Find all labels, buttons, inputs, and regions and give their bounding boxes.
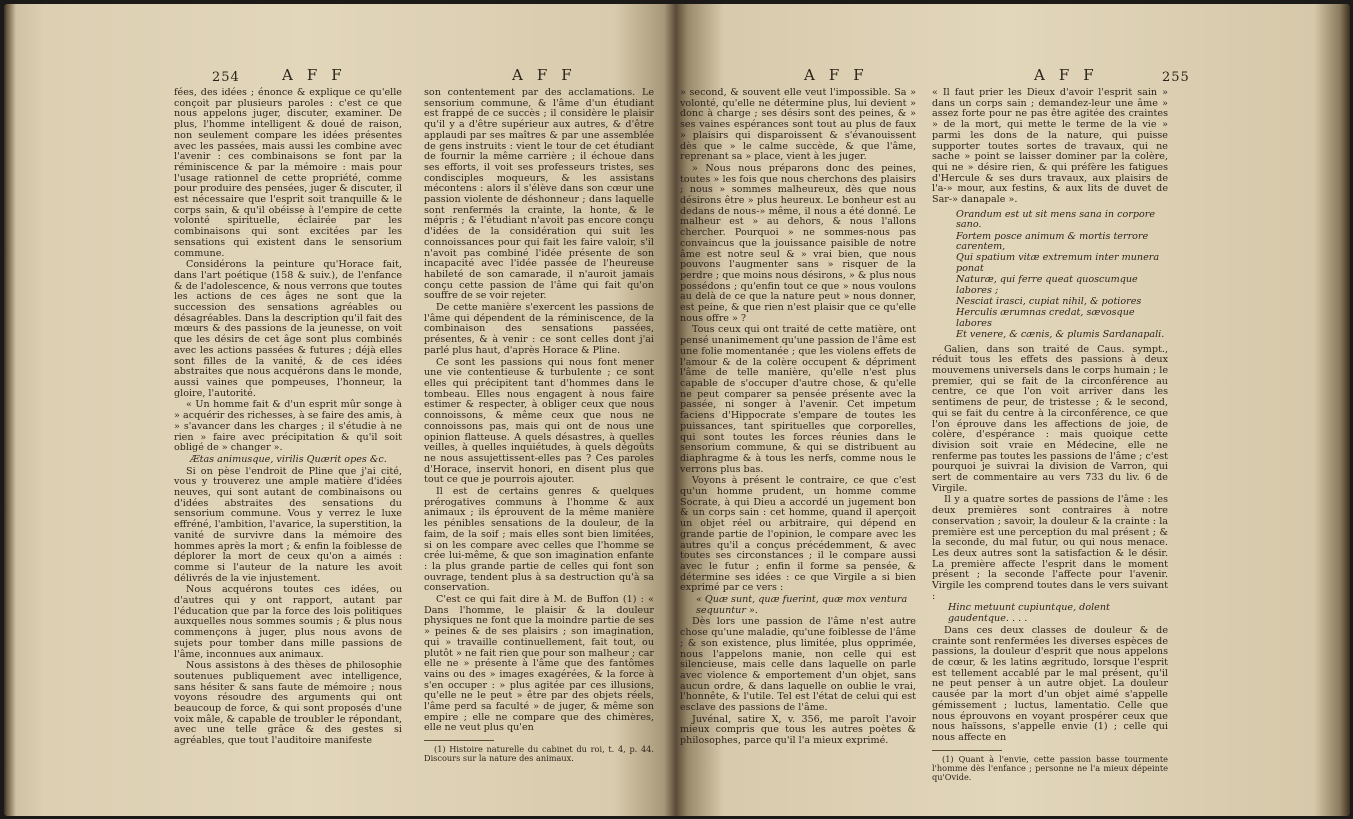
paragraph: Nous assistons à des thèses de philosophie soutenues publiquement avec intelligence, sans hésiter & sans faute de mémoire ; nous voyons résoudre des arguments qui ont beaucoup de force, & qui sont proposés d'une voix mâle, & capable de troubler le répondant, avec une telle grâce & des gestes si agréables, que tout l'auditoire manifeste [174,660,402,747]
page-number-left: 254 [212,70,240,85]
left-column-1 [174,88,402,748]
paragraph: Il y a quatre sortes de passions de l'âme : les deux premières sont contraires à notre conservation ; savoir, la douleur & la crainte : la première est une perception du mal présent ; & la seconde, du mal futur, ou qui nous menace. Les deux autres sont la satisfaction & le désir. La première affecte l'esprit dans le moment présent ; la seconde l'affecte pour l'avenir. Virgile les comprend toutes dans le vers suivant : [932,494,1168,602]
verse-line: Nesciat irasci, cupiat nihil, & potiores [956,295,1142,307]
paragraph: Ce sont les passions qui nous font mener une vie contentieuse & turbulente ; ce sont elles qui précipitent tant d'hommes dans le tombeau. Elles nous engagent à nous faire estimer & respecter, à obliger ceux que nous connoissons, & même ceux que nous ne connoissons pas, mais qui ont de nous une opinion flatteuse. A quels désastres, à quelles veilles, à quelles inquiétudes, à quels dégoûts ne nous assujettissent-elles pas ? Ces paroles d'Horace, inservit honori, en disent plus que tout ce que je pourrois ajouter. [424,356,654,486]
paragraph: Nous acquérons toutes ces idées, ou d'autres qui y ont rapport, autant par l'éducation que par la force des lois politiques auxquelles nous sommes soumis ; & plus nous commençons à juger, plus nous avons de sujets pour tomber dans mille passions de l'âme, inconnues aux animaux. [174,584,402,660]
running-head-right-2: AFF [1034,66,1108,84]
paragraph: Dans ces deux classes de douleur & de crainte sont renfermées les diverses espèces de passions, la douleur d'esprit que nous appelons de cœur, & les latins ægritudo, lorsque l'esprit est tellement accablé par le mal présent, qu'il ne peut penser à un autre objet. La douleur causée par la mort d'un objet aimé s'appelle gémissement ; luctus, lamentatio. Celle que nous éprouvons en voyant prospérer ceux que nous haïssons, s'appelle envie (1) ; celle qui nous affecte en [932,624,1168,743]
footnote-rule [424,740,494,741]
paragraph: Galien, dans son traité de Caus. sympt., réduit tous les effets des passions à deux mouvemens universels dans le corps humain ; le premier, qui se fait de la circonférence au centre, ce que l'on voit arriver dans les sentimens de peur, de tristesse ; & le second, qui se fait du centre à la circonférence, ce que l'on éprouve dans les affections de joie, de colère, d'espérance : mais quoique cette division soit vraie en Médecine, elle ne renferme pas toutes les passions de l'âme ; c'est pourquoi je suivrai la division de Varron, qui sert de commentaire au vers 733 du liv. 6 de Virgile. [932,343,1168,494]
running-head-left-2: AFF [512,66,586,84]
running-head-left: AFF [282,66,356,84]
open-book [4,4,1350,816]
verse-line: Et venere, & cænis, & plumis Sardanapali. [956,329,1165,341]
verse-line: Orandum est ut sit mens sana in corpore sano. [956,208,1156,231]
left-column-2 [424,88,654,765]
paragraph: fées, des idées ; énonce & explique ce qu'elle conçoit par plusieurs paroles : c'est ce que nous appelons juger, discuter, examiner. De plus, l'homme intelligent & doué de raison, non seulement compare les idées présentes avec les passées, mais aussi les combine avec l'avenir : ces combinaisons se font par la réminiscence & par la mémoire : mais pour l'usage rationnel de cette propriété, comme pour produire des pensées, juger & discuter, il est nécessaire que l'esprit soit tranquille & le corps sain, & qu'il obéisse à l'empire de cette volonté spirituelle, éclairée par les combinaisons qui sont excitées par les sensations qui existent dans le sensorium commune. [174,87,402,259]
footnote: (1) Quant à l'envie, cette passion basse tourmente l'homme dès l'enfance ; personne ne l'a mieux dépeinte qu'Ovide. [932,753,1168,783]
quotation: » second, & souvent elle veut l'impossible. Sa » volonté, qu'elle ne détermine plus, lui devient » donc à charge ; ses désirs sont des peines, & » ses vaines espérances sont tout au plus de faux » plaisirs qui disparoissent & s'évanouissent dès que » le calme succède, & que l'âme, reprenant sa » place, vient à les juger. [680,87,916,163]
paragraph: son contentement par des acclamations. Le sensorium commune, & l'âme d'un étudiant est frappé de ce succès ; il considère le plaisir qu'il y a d'être supérieur aux autres, & d'être applaudi par ses maîtres & par une assemblée de gens instruits : vient le tour de cet étudiant de fournir la même carrière ; il échoue dans ses efforts, il voit ses professeurs tristes, ses condisciples moqueurs, & les assistans mécontens : alors il s'élève dans son cœur une passion violente de déshonneur ; dans laquelle sont renfermés la crainte, la honte, & le mépris ; & l'étudiant n'avoit pas encore conçu d'idées de la considération qui suit les connoissances pour qui fait les faire valoir, s'il n'avoit pas combiné l'idée présente de son incapacité avec l'idée passée de l'heureuse habileté de son camarade, il n'auroit jamais conçu cette passion de l'âme qui fait qu'on souffre de se voir rejeter. [424,87,654,302]
footnote: (1) Histoire naturelle du cabinet du roi, t. 4, p. 44. Discours sur la nature des animaux. [424,744,654,764]
paragraph: Dès lors une passion de l'âme n'est autre chose qu'une maladie, qu'une foiblesse de l'âme ; & son existence, plus limitée, plus opprimée, nous l'appelons manie, non celle qui est silencieuse, mais celle dans laquelle on parle avec violence & emportement d'un objet, sans aucun ordre, & dans laquelle on oublie le vrai, l'honnête, & l'utile. Tel est l'état de celui qui est esclave des passions de l'âme. [680,616,916,714]
paragraph: Voyons à présent le contraire, ce que c'est qu'un homme prudent, un homme comme Socrate, à qui Dieu a accordé un jugement bon & un corps sain : cet homme, quand il aperçoit un objet réel ou arbitraire, qui dépend en grande partie de l'opinion, le compare avec les autres qu'il a conçus précédemment, & avec toutes ses circonstances ; il le compare aussi avec le futur ; enfin il forme sa pensée, & détermine ses idées : ce que Virgile a si bien exprimé par ce vers : [680,475,916,594]
latin-citation: « Quæ sunt, quæ fuerint, quæ mox ventura sequuntur ». [696,594,908,616]
paragraph: C'est ce qui fait dire à M. de Buffon (1) : « Dans l'homme, le plaisir & la douleur physiques ne font que la moindre partie de ses » peines & de ses plaisirs ; son imagination, qui » travaille continuellement, fait tout, ou plutôt » ne fait rien que pour son malheur ; car elle ne » présente à l'âme que des fantômes vains ou des » images exagérées, & la force à s'en occuper : » plus agitée par ces illusions, qu'elle ne le peut » être par des objets réels, l'âme perd sa faculté » de juger, & même son empire ; elle ne compare que des chimères, elle ne veut plus qu'en [424,594,654,734]
paragraph: Considérons la peinture qu'Horace fait, dans l'art poétique (158 & suiv.), de l'enfance & de l'adolescence, & nous verrons que toutes les actions de ces âges ne sont que la succession des sensations agréables ou désagréables. Dans la description qu'il fait des mœurs & des passions de la jeunesse, on voit que les désirs de cet âge sont plus combinés avec les actions passées & futures ; déjà elles sont filles de la vanité, & de ces idées abstraites que nous acquérons dans le monde, aussi vaines que pompeuses, l'honneur, la gloire, l'autorité. [174,259,402,399]
verse-line: Qui spatium vitæ extremum inter munera ponat [956,252,1160,274]
quotation: » Nous nous préparons donc des peines, toutes » les fois que nous cherchons des plaisirs ; nous » sommes malheureux, dès que nous désirons être » plus heureux. Le bonheur est au dedans de nous-» même, il nous a été donné. Le malheur est » au dehors, & nous l'allons chercher. Pourquoi » ne sommes-nous pas convaincus que la jouissance paisible de notre âme est notre seul & » vrai bien, que nous pouvons l'augmenter sans » risquer de la perdre ; que moins nous désirons, » & plus nous possédons ; qu'enfin tout ce que » nous voulons au delà de ce que la nature peut » nous donner, est peine, & que rien n'est plaisir que ce qu'elle nous offre » ? [680,162,916,324]
right-column-1 [680,88,916,748]
quotation: « Il faut prier les Dieux d'avoir l'esprit sain » dans un corps sain ; demandez-leur une âme » assez forte pour ne pas être agitée des craintes » de la mort, qui mette le terme de la vie » parmi les dons de la nature, qui puisse supporter toutes sortes de travaux, qui ne sache » point se laisser dominer par la colère, qui ne » désire rien, & qui préfère les fatigues d'Hercule & ses durs travaux, aux plaisirs de l'a-» mour, aux festins, & aux lits de duvet de Sar-» danapale ». [932,87,1168,206]
verse-line: Herculis ærumnas credat, sævosque labores [956,307,1135,329]
paragraph: Si on pèse l'endroit de Pline que j'ai cité, vous y trouverez une ample matière d'idées neuves, qui sont autant de combinaisons ou d'idées abstraites des sensations du sensorium commune. Vous y verrez le luxe effréné, l'ambition, l'avarice, la superstition, la vanité de survivre dans la mémoire des hommes après la mort ; & enfin la foiblesse de déplorer la mort de ceux qu'on a aimés : comme si l'auteur de la nature les avoit délivrés de la vie injustement. [174,465,402,584]
verse-line: Naturæ, qui ferre queat quoscumque labores ; [956,274,1138,296]
paragraph: Juvénal, satire X, v. 356, me paroît l'avoir mieux compris que tous les autres poètes & philosophes, parce qu'il l'a mieux exprimé. [680,713,916,747]
right-page [676,4,1350,816]
latin-citation: Hinc metuunt cupiuntque, dolent gaudentque. . . . [948,602,1110,625]
left-page [4,4,676,816]
running-head-right: AFF [804,66,878,84]
paragraph: Tous ceux qui ont traité de cette matière, ont pensé unanimement qu'une passion de l'âme est une folie momentanée ; que les violens effets de l'amour & de la colère occupent & dépriment l'âme de telle manière, qu'elle n'est plus capable de s'occuper d'autre chose, & qu'elle ne peut comparer sa pensée présente avec la passée, ni songer à l'avenir. Cet impetum faciens d'Hippocrate s'empare de toutes les puissances, tant spirituelles que corporelles, qui sont toutes les forces réunies dans le sensorium commune, & qui se distribuent au diaphragme & à tous les nerfs, comme nous le verrons plus bas. [680,324,917,475]
footnote-rule [932,750,1002,751]
paragraph: De cette manière s'exercent les passions de l'âme qui dépendent de la réminiscence, de la combinaison des sensations passées, présentes, & à venir : ce sont celles dont j'ai parlé plus haut, d'après Horace & Pline. [424,302,654,356]
page-number-right: 255 [1162,70,1190,85]
quotation: « Un homme fait & d'un esprit mûr songe à » acquérir des richesses, à se faire des amis, à » s'avancer dans les charges ; il s'étudie à ne rien » faire avec précipitation & qu'il soit obligé de » changer ». [174,399,402,454]
paragraph: Il est de certains genres & quelques prérogatives communs à l'homme & aux animaux ; ils éprouvent de la même manière les pénibles sensations de la douleur, de la faim, de la soif ; mais elles sont bien limitées, si on les compare avec celles que l'homme se crée lui-même, & que son imagination enfante : la plus grande partie de celles qui font son ouvrage, tendent plus à sa destruction qu'à sa conservation. [424,486,654,594]
right-column-2 [932,88,1168,783]
latin-citation: Ætas animusque, virilis Quærit opes &c. [190,453,387,465]
verse-line: Fortem posce animum & mortis terrore carentem, [956,230,1149,252]
